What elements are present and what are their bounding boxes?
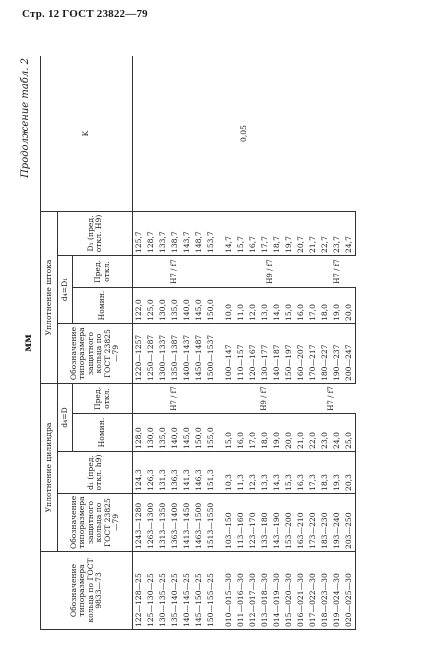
table-row: 125—130—25 1263—1300 126,3 130,0 1250—1287 125,0 128,7 xyxy=(145,56,157,630)
table-row: 135—140—25 1363—1400 136,3 140,0 1350—1387 135,0 138,7 xyxy=(169,56,181,630)
table-row: 140—145—25 1413—1450 141,3 145,0 1400—1437 140,0 143,7 xyxy=(181,56,193,630)
table-row: 010—015—30 103—150 10,3 15,0 H9 / f7 100—147 10,0 H9 / f7 14,7 xyxy=(223,56,235,630)
table-row: 016—021—30 163—210 16,3 21,0 160—207 16,0 20,7 xyxy=(295,56,307,630)
table-row: 012—017—30 123—170 12,3 17,0 120—167 12,0 16,7 xyxy=(247,56,259,630)
header-cyl-d4: d₄=D xyxy=(58,384,73,452)
header-size-designation: Обозначение типоразмера кольца по ГОСТ 9833—73 xyxy=(41,552,133,630)
header-cyl-nominal: Номин. xyxy=(73,414,133,452)
table-row: 019—024—30 193—240 19,3 24,0 190—237 19,0 23,7 xyxy=(331,56,343,630)
table-row: 013—018—30 133—180 13,3 18,0 130—177 13,0 17,7 xyxy=(259,56,271,630)
header-k: K xyxy=(41,56,133,211)
header-cylinder-group: Уплотнение цилиндра xyxy=(41,384,58,552)
header-rod-nominal: Номин. xyxy=(73,288,133,324)
table-row: 150—155—25 1513—1550 151,3 155,0 1500—1537 150,0 153,7 xyxy=(205,56,217,630)
continuation-label: Продолжение табл. 2 xyxy=(20,58,31,178)
tolerance-cyl-2: H9 / f7 xyxy=(223,384,307,414)
header-rod-ring: Обозначение типоразмера защитного кольца по ГОСТ 23825—79 xyxy=(58,324,133,384)
table-row: 020—025—30 203—250 20,3 25,0 200—247 20,0 24,7 xyxy=(343,56,356,630)
table-row: 130—135—25 1313—1350 131,3 135,0 1300—1337 130,0 133,7 xyxy=(157,56,169,630)
header-cyl-d1: d₁ (пред. откл. h9) xyxy=(58,452,133,494)
table-row: 145—150—25 1463—1500 146,3 150,0 1450—1487 145,0 148,7 xyxy=(193,56,205,630)
header-cyl-deviation: Пред. откл. xyxy=(73,384,133,414)
header-rod-deviation: Пред. откл. xyxy=(73,256,133,288)
tolerance-cyl-3: H7 / f7 xyxy=(307,384,356,414)
header-rod-D1: D₁ (пред. откл. H9) xyxy=(58,211,133,255)
table-row: 014—019—30 143—190 14,3 19,0 140—187 14,0 18,7 xyxy=(271,56,283,630)
table-row: 011—016—30 113—160 11,3 16,0 110—157 11,0 15,7 xyxy=(235,56,247,630)
table-row: 018—023—30 183—230 18,3 23,0 180—227 18,0 H7 / f7 22,7 xyxy=(319,56,331,630)
tolerance-cyl-1: H7 / f7 xyxy=(133,384,218,414)
table-row: 015—020—30 153—200 15,3 20,0 150—197 15,0 19,7 xyxy=(283,56,295,630)
header-rod-d4: d₄=D₁ xyxy=(58,256,73,324)
header-rod-group: Уплотнение штока xyxy=(41,211,58,383)
tolerance-rod-3: H7 / f7 xyxy=(319,256,356,288)
tolerance-rod-2: H9 / f7 xyxy=(223,256,319,288)
dimensions-table xyxy=(40,56,356,630)
unit-label: мм xyxy=(23,334,34,352)
tolerance-rod-1: H7 / f7 xyxy=(133,256,218,288)
k-value: 0,05 xyxy=(133,56,356,211)
table-row: 017—022—30 173—220 17,3 22,0 H7 / f7 170—217 17,0 21,7 xyxy=(307,56,319,630)
table-row: 122—128—25 1243—1280 124,3 128,0 H7 / f7 1220—1257 122,0 H7 / f7 125,7 0,05 xyxy=(133,56,146,630)
rotated-content xyxy=(18,56,408,630)
rotated-table-area xyxy=(18,56,408,630)
header-cyl-ring: Обозначение типоразмера защитного кольца по ГОСТ 23825—79 xyxy=(58,494,133,552)
page-header: Стр. 12 ГОСТ 23822—79 xyxy=(22,8,148,20)
